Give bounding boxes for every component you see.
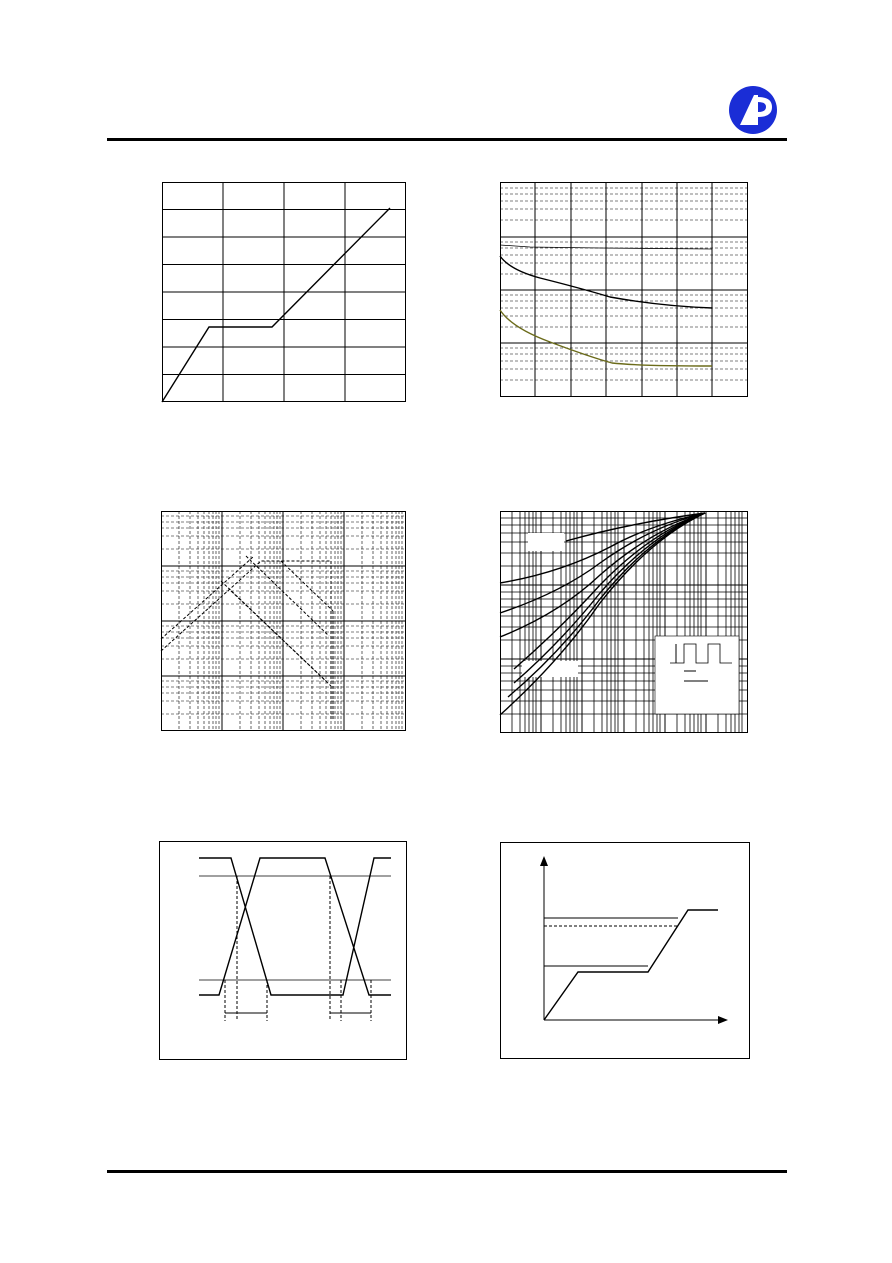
fig4-label-box-1 <box>528 533 564 551</box>
fig5-markers <box>225 876 371 1021</box>
fig2-hgrid <box>500 188 748 380</box>
fig4-inset-box <box>655 636 739 714</box>
fig1-plot <box>162 182 406 402</box>
fig6-x-arrowhead <box>718 1016 728 1024</box>
fig5-vout <box>199 858 391 995</box>
footer-rule <box>107 1170 787 1173</box>
fig4-plot <box>500 511 748 733</box>
fig6-waveform <box>500 842 750 1059</box>
fig1-grid <box>162 182 406 402</box>
fig3-soa-lines <box>161 556 333 721</box>
fig6-y-arrowhead <box>540 856 548 866</box>
fig2-plot <box>500 182 748 397</box>
fig3-plot <box>161 511 406 731</box>
fig6-dimension-arrows <box>544 918 678 966</box>
fig5-waveform <box>159 841 407 1060</box>
header-rule <box>107 138 787 141</box>
company-logo <box>728 85 778 135</box>
